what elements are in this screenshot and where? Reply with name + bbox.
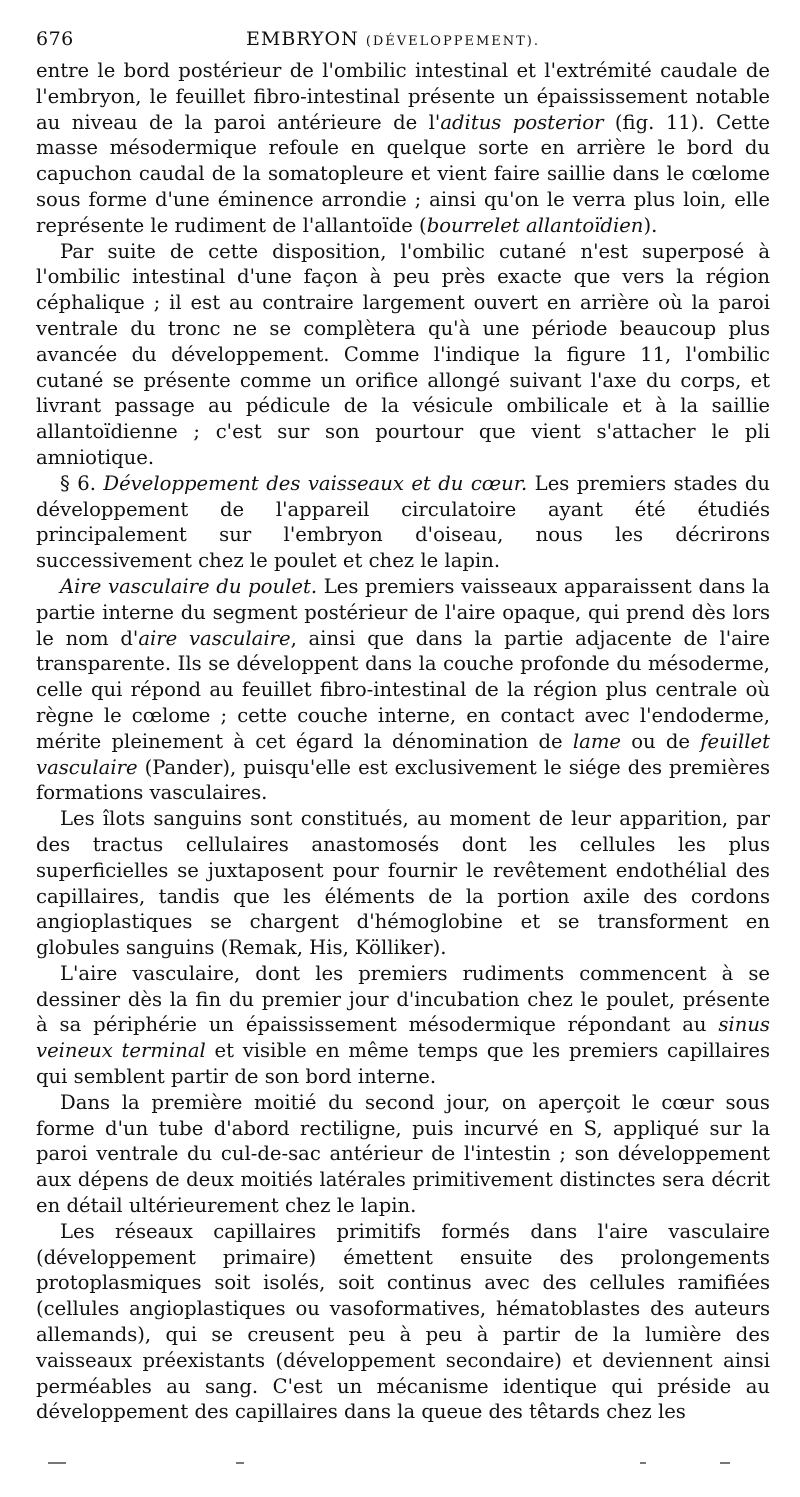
running-header — [36, 28, 770, 58]
italic-text: Développement des vaisseaux et du cœur. — [103, 471, 528, 495]
paragraph-text: § 6. — [60, 471, 104, 495]
print-mark — [236, 1462, 244, 1464]
paragraph — [36, 961, 770, 1090]
print-mark — [720, 1462, 730, 1464]
paragraph-text: entre le bord postérieur de l'ombilic intestinal et l'extrémité caudale de l'embryon, le feuillet fibro-intestinal présente un épaississement notable au niveau de la paroi antérieure de l' — [36, 59, 770, 134]
paragraph — [36, 471, 770, 574]
running-title-subtitle: (DÉVELOPPEMENT). — [365, 34, 540, 49]
running-title-main: EMBRYON — [246, 28, 359, 50]
paragraph — [36, 1219, 770, 1425]
paragraph-text: ). — [643, 213, 658, 237]
paragraph-text: Les premiers stades du développement de l'appareil circulatoire ayant été étudiés principalement sur l'embryon d'oiseau, nous les décrirons successivement chez le poulet et chez le lapin. — [36, 471, 770, 573]
italic-text: feuillet vasculaire — [36, 729, 770, 779]
paragraph-text: , ainsi que dans la partie adjacente de l'aire transparente. Ils se développent dans la couche profonde du mésoderme, celle qui répond au feuillet fibro-intestinal de la région plus centrale où règne le cœlome ; cette couche interne, en contact avec l'endoderme, mérite pleinement à cet égard la dénomination de — [36, 626, 771, 753]
paragraph — [36, 239, 770, 471]
print-mark — [640, 1462, 646, 1464]
running-title — [246, 28, 540, 50]
italic-text: aire vasculaire — [138, 626, 291, 650]
paragraph-text: L'aire vasculaire, dont les premiers rudiments commencent à se dessiner dès la fin du premier jour d'incubation chez le poulet, présente à sa périphérie un épaississement mésodermique répondant au — [36, 961, 770, 1037]
paragraph — [36, 806, 770, 961]
paragraph — [36, 574, 770, 806]
book-page — [36, 28, 770, 1425]
italic-text: lame — [572, 729, 621, 753]
paragraph-text: (fig. 11). Cette masse mésodermique refoule en quelque sorte en arrière le bord du capuchon caudal de la somatopleure et vient faire saillie dans le cœlome sous forme d'une éminence arrondie ; ainsi qu'on le verra plus loin, elle représente le rudiment de l'allantoïde ( — [36, 110, 770, 237]
italic-text: aditus posterior — [440, 110, 604, 134]
print-mark — [48, 1462, 66, 1464]
paragraph — [36, 58, 770, 239]
paragraph — [36, 1090, 770, 1219]
paragraph-text: (Pander), puisqu'elle est exclusivement le siége des premières formations vasculaires. — [36, 755, 770, 805]
italic-text: sinus veineux terminal — [36, 1013, 770, 1063]
paragraph-text: Les réseaux capillaires primitifs formés dans l'aire vasculaire (développement primaire) émettent ensuite des prolongements protoplasmiques soit isolés, soit continus avec des cellules ramifiées (cellules angioplastiques ou vasoformatives, hématoblastes des auteurs allemands), qui se creusent peu à peu à partir de la lumière des vaisseaux préexistants (développement secondaire) et deviennent ainsi perméables au sang. C'est un mécanisme identique qui préside au développement des capillaires dans la queue des têtards chez les — [36, 1219, 770, 1424]
body-text — [36, 58, 770, 1425]
paragraph-text: Les premiers vaisseaux apparaissent dans la partie interne du segment postérieur de l'aire opaque, qui prend dès lors le nom d' — [36, 574, 770, 650]
paragraph-text: Dans la première moitié du second jour, on aperçoit le cœur sous forme d'un tube d'abord rectiligne, puis incurvé en S, appliqué sur la paroi ventrale du cul-de-sac antérieur de l'intestin ; son développement aux dépens de deux moitiés latérales primitivement distinctes sera décrit en détail ultérieurement chez le lapin. — [36, 1090, 770, 1218]
paragraph-text: et visible en même temps que les premiers capillaires qui semblent partir de son bord interne. — [36, 1039, 771, 1089]
italic-text: bourrelet allantoïdien — [426, 213, 644, 237]
page-number: 676 — [36, 28, 74, 50]
paragraph-text: ou de — [621, 729, 701, 753]
page-bottom-marks — [40, 1462, 760, 1470]
paragraph-text: Par suite de cette disposition, l'ombilic cutané n'est superposé à l'ombilic intestinal d'une façon à peu près exacte que vers la région céphalique ; il est au contraire largement ouvert en arrière où la paroi ventrale du tronc ne se complètera qu'à une période beaucoup plus avancée du développement. Comme l'indique la figure 11, l'ombilic cutané se présente comme un orifice allongé suivant l'axe du corps, et livrant passage au pédicule de la vésicule ombilicale et à la saillie allantoïdienne ; c'est sur son pourtour que vient s'attacher le pli amniotique. — [36, 239, 770, 469]
italic-text: Aire vasculaire du poulet. — [60, 574, 318, 598]
paragraph-text: Les îlots sanguins sont constitués, au moment de leur apparition, par des tractus cellulaires anastomosés dont les cellules les plus superficielles se juxtaposent pour fournir le revêtement endothélial des capillaires, tandis que les éléments de la portion axile des cordons angioplastiques se chargent d'hémoglobine et se transforment en globules sanguins (Remak, His, Kölliker). — [36, 807, 770, 960]
